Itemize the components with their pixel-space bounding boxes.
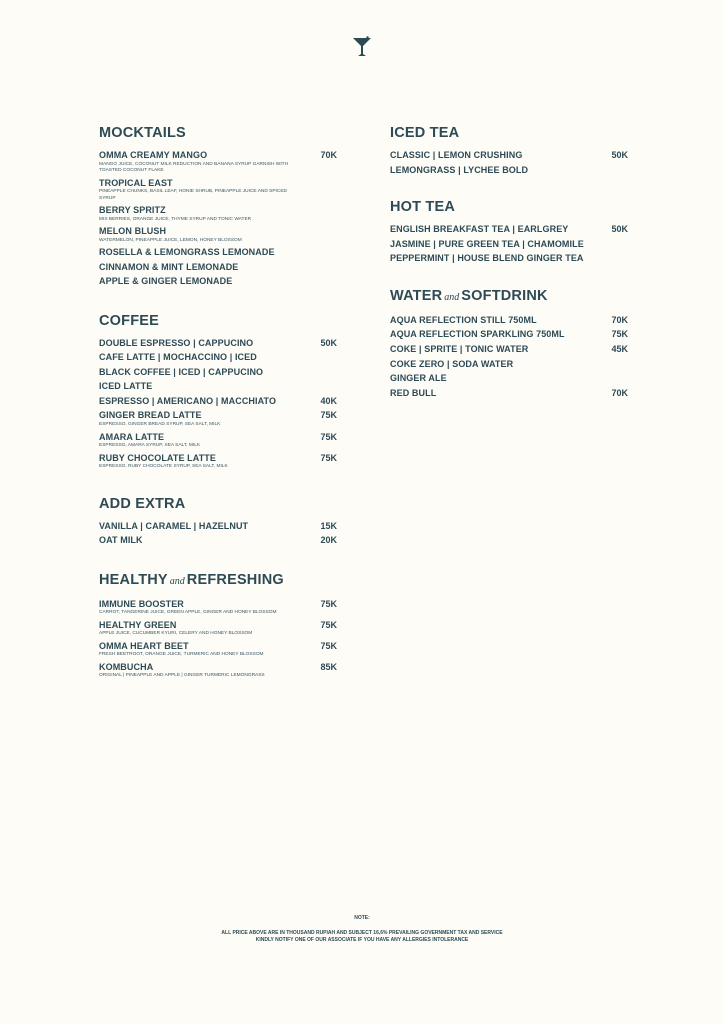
menu-item — [390, 344, 630, 356]
menu-item — [390, 165, 630, 177]
item-price: 20K — [320, 535, 337, 546]
item-name: LEMONGRASS | LYCHEE BOLD — [390, 164, 529, 175]
hot-tea-section — [390, 198, 630, 265]
section-title-healthy-refreshing — [99, 571, 339, 591]
menu-item — [390, 315, 630, 327]
menu-item — [390, 388, 630, 400]
menu-item — [99, 262, 339, 274]
menu-item — [390, 253, 630, 265]
item-price: 70K — [611, 387, 628, 398]
menu-item — [99, 620, 339, 638]
menu-item — [99, 599, 339, 617]
item-desc: ESPRESSO, RUBY CHOCOLATE SYRUP, SEA SALT, MILK — [99, 464, 228, 470]
menu-item — [390, 359, 630, 371]
item-name: JASMINE | PURE GREEN TEA | CHAMOMILE — [390, 238, 584, 249]
item-name: BERRY SPRITZ — [99, 205, 166, 215]
section-title-mocktails: MOCKTAILS — [99, 125, 186, 141]
item-price: 50K — [611, 150, 628, 160]
title-word: SOFTDRINK — [461, 287, 548, 304]
menu-item — [99, 432, 339, 450]
item-price: 75K — [320, 410, 337, 421]
item-desc: PINEAPPLE CHUNKS, BASIL LEAF, HONIE SHRUB, PINEAPPLE JUICE AND SPICED SYRUP — [99, 189, 288, 201]
item-desc: ESPRESSO, AMARA SYRUP, SEA SALT, MILK — [99, 443, 201, 449]
item-price: 85K — [320, 661, 337, 672]
menu-item — [99, 381, 339, 393]
item-price: 50K — [320, 337, 337, 348]
menu-item — [390, 239, 630, 251]
item-desc: ESPRESSO, GINGER BREAD SYRUP, SEA SALT, MILK — [99, 421, 221, 427]
item-name: AQUA REFLECTION STILL 750ML — [390, 314, 537, 325]
item-name: APPLE & GINGER LEMONADE — [99, 276, 233, 286]
item-name: CAFE LATTE | MOCHACCINO | ICED — [99, 352, 257, 363]
item-name: ENGLISH BREAKFAST TEA | EARLGREY — [390, 224, 569, 235]
item-price: 75K — [320, 619, 337, 630]
coffee-section — [99, 312, 339, 471]
item-name: OMMA HEART BEET — [99, 640, 189, 651]
item-name: VANILLA | CARAMEL | HAZELNUT — [99, 520, 249, 531]
item-name: ROSELLA & LEMONGRASS LEMONADE — [99, 247, 275, 257]
item-name: GINGER ALE — [390, 373, 447, 384]
footer-note-label: NOTE: — [354, 915, 370, 921]
item-desc: APPLE JUICE, CUCUMBER KYURI, CELERY AND HONEY BLOSSOM — [99, 631, 253, 637]
item-name: BLACK COFFEE | ICED | CAPPUCINO — [99, 366, 264, 377]
item-desc: CARROT, TANGERINE JUICE, GREEN APPLE, GINGER AND HONEY BLOSSOM — [99, 610, 277, 616]
item-name: OMMA CREAMY MANGO — [99, 150, 208, 160]
title-word: WATER — [390, 287, 443, 304]
item-price: 75K — [320, 431, 337, 442]
menu-item — [390, 329, 630, 341]
menu-item — [99, 410, 339, 428]
menu-item — [99, 276, 339, 288]
item-name: COKE | SPRITE | TONIC WATER — [390, 343, 529, 354]
footer-tax-notice: ALL PRICE ABOVE ARE IN THOUSAND RUPIAH AND SUBJECT 16,6% PREVAILING GOVERNMENT TAX AND SERVICE — [221, 930, 503, 936]
item-desc: MANGO JUICE, COCONUT MILK REDUCTION AND BANANA SYRUP GARNISH WITH TOASTED COCONUT FLAKE — [99, 161, 289, 173]
menu-item — [99, 521, 339, 533]
item-name: PEPPERMINT | HOUSE BLEND GINGER TEA — [390, 253, 584, 264]
item-name: GINGER BREAD LATTE — [99, 410, 202, 421]
item-name: COKE ZERO | SODA WATER — [390, 358, 514, 369]
title-word: REFRESHING — [186, 571, 284, 588]
item-desc: FRESH BEETROOT, ORANGE JUICE, TURMERIC AND HONEY BLOSSOM — [99, 652, 264, 658]
iced-tea-section — [390, 124, 630, 176]
item-price: 75K — [320, 452, 337, 463]
menu-item — [99, 535, 339, 547]
item-desc: WATERMELON, PINEAPPLE JUICE, LEMON, HONEY BLOSSOM — [99, 237, 242, 243]
item-name: MELON BLUSH — [99, 226, 167, 236]
item-price: 75K — [320, 598, 337, 609]
menu-item — [99, 453, 339, 471]
section-title-iced-tea: ICED TEA — [390, 125, 460, 141]
item-name: CINNAMON & MINT LEMONADE — [99, 261, 239, 272]
menu-item — [99, 352, 339, 364]
right-menu-column — [390, 124, 630, 402]
menu-item — [99, 367, 339, 379]
item-name: CLASSIC | LEMON CRUSHING — [390, 150, 523, 160]
mocktails-section — [99, 124, 339, 288]
item-name: AQUA REFLECTION SPARKLING 750ML — [390, 329, 565, 340]
footer-allergy-notice: KINDLY NOTIFY ONE OF OUR ASSOCIATE IF YOU HAVE ANY ALLERGIES INTOLERANCE — [255, 937, 469, 943]
item-name: OAT MILK — [99, 535, 143, 546]
item-name: RUBY CHOCOLATE LATTE — [99, 452, 216, 463]
menu-item — [99, 178, 339, 203]
section-title-coffee: COFFEE — [99, 312, 160, 329]
menu-item — [99, 205, 339, 223]
item-desc: MIX BERRIES, ORANGE JUICE, THYME SYRUP AND TONIC WATER — [99, 216, 252, 222]
water-softdrink-section — [390, 287, 630, 399]
menu-item — [99, 150, 339, 175]
item-price: 70K — [320, 150, 337, 160]
menu-item — [390, 224, 630, 236]
item-name: AMARA LATTE — [99, 431, 165, 442]
item-price: 45K — [611, 343, 628, 354]
menu-item — [390, 373, 630, 385]
menu-item — [99, 662, 339, 680]
item-price: 75K — [320, 640, 337, 651]
menu-item — [99, 247, 339, 259]
item-price: 70K — [611, 314, 628, 325]
item-name: IMMUNE BOOSTER — [99, 598, 184, 609]
item-name: DOUBLE ESPRESSO | CAPPUCINO — [99, 337, 254, 348]
section-title-add-extra: ADD EXTRA — [99, 495, 186, 512]
section-title-hot-tea: HOT TEA — [390, 199, 456, 216]
title-word: HEALTHY — [99, 571, 168, 588]
item-name: TROPICAL EAST — [99, 177, 173, 188]
item-price: 50K — [611, 224, 628, 235]
menu-item — [99, 226, 339, 244]
item-name: KOMBUCHA — [99, 661, 154, 672]
left-menu-column — [99, 124, 339, 683]
cocktail-glass-icon — [352, 36, 372, 58]
item-price: 15K — [320, 520, 337, 531]
footer-note — [0, 915, 724, 944]
healthy-refreshing-section — [99, 571, 339, 680]
menu-item — [99, 396, 339, 408]
item-name: ESPRESSO | AMERICANO | MACCHIATO — [99, 395, 277, 406]
item-name: HEALTHY GREEN — [99, 619, 177, 630]
title-and-script: and — [169, 575, 185, 587]
menu-item — [99, 641, 339, 659]
add-extra-section — [99, 495, 339, 547]
menu-item — [99, 338, 339, 350]
menu-item — [390, 150, 630, 162]
item-desc: ORIGINAL | PINEAPPLE AND APPLE | GINGER TURMERIC LEMONGRASS — [99, 673, 265, 679]
item-price: 40K — [320, 395, 337, 406]
item-name: ICED LATTE — [99, 381, 153, 392]
section-title-water-softdrink — [390, 287, 630, 307]
item-name: RED BULL — [390, 387, 437, 398]
title-and-script: and — [444, 291, 460, 303]
item-price: 75K — [611, 329, 628, 340]
